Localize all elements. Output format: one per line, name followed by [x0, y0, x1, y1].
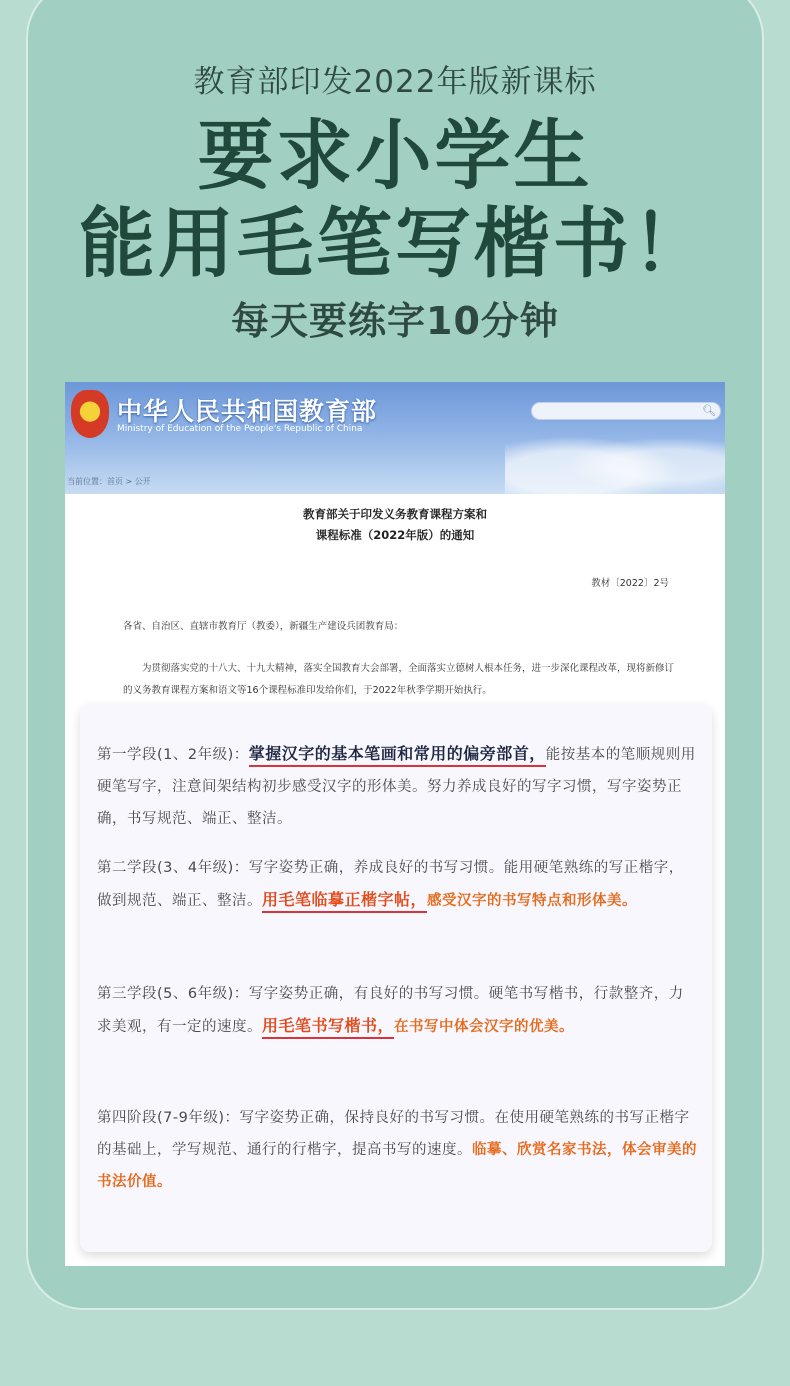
search-icon[interactable]: 🔍︎ [702, 404, 716, 417]
document-body: 为贯彻落实党的十八大、十九大精神，落实全国教育大会部署，全面落实立德树人根本任务，进一步深化课程改革，现将新修订的义务教育课程方案和语文等16个课程标准印发给你们，于2022年秋季学期开始执行。 [123, 663, 675, 696]
document-number: 教材〔2022〕2号 [591, 578, 669, 589]
stage1-rest: 能按基本的笔顺规则用硬笔写字，注意间架结构初步感受汉字的形体美。努力养成良好的写字习惯，写字姿势正确，书写规范、端正、整洁。 [97, 747, 696, 827]
cloud-decoration [505, 422, 725, 494]
national-emblem-icon [71, 390, 109, 438]
stage3-highlight: 用毛笔书写楷书， [262, 1016, 394, 1039]
document-addressee: 各省、自治区、直辖市教育厅（教委），新疆生产建设兵团教育局： [123, 621, 404, 632]
stage2-prefix: 第二学段(3、4年级)：写字姿势正确，养成良好的书写习惯。能用硬笔熟练的写正楷字，做到规范、端正、整洁。 [97, 860, 684, 909]
document-title-line2: 课程标准（2022年版）的通知 [315, 528, 475, 542]
headline-title-line2: 能用毛笔写楷书！ [79, 199, 711, 288]
stage3-prefix: 第三学段(5、6年级)：写字姿势正确，有良好的书写习惯。硬笔书写楷书，行款整齐，力求美观，有一定的速度。 [97, 986, 684, 1035]
curriculum-panel [80, 704, 712, 1252]
headline-tagline: 每天要练字10分钟 [231, 299, 559, 343]
stage1-prefix: 第一学段(1、2年级)： [97, 747, 249, 763]
stage2-orange: 感受汉字的书写特点和形体美。 [427, 893, 638, 909]
stage4-prefix: 第四阶段(7-9年级)：写字姿势正确，保持良好的书写习惯。在使用硬笔熟练的书写正楷字的基础上，学写规范、通行的行楷字，提高书写的速度。 [97, 1110, 690, 1158]
site-search-input[interactable] [531, 402, 721, 420]
document-title-line1: 教育部关于印发义务教育课程方案和 [303, 507, 487, 521]
site-subtitle: Ministry of Education of the People's Republic of China [117, 424, 363, 434]
site-header [65, 382, 725, 494]
breadcrumb[interactable]: 当前位置：首页 > 公开 [67, 477, 151, 486]
stage1-highlight: 掌握汉字的基本笔画和常用的偏旁部首， [249, 744, 546, 767]
stage4-paragraph [97, 1102, 697, 1198]
stage3-paragraph [97, 978, 697, 1043]
stage2-paragraph [97, 852, 697, 917]
stage1-paragraph [97, 738, 697, 835]
stage2-highlight: 用毛笔临摹正楷字帖， [262, 890, 427, 913]
headline-subtitle: 教育部印发2022年版新课标 [193, 64, 597, 100]
stage4-orange: 临摹、欣赏名家书法，体会审美的书法价值。 [97, 1142, 697, 1190]
site-title: 中华人民共和国教育部 [117, 397, 378, 426]
headline-title-line1: 要求小学生 [197, 111, 593, 200]
stage3-orange: 在书写中体会汉字的优美。 [394, 1019, 575, 1035]
